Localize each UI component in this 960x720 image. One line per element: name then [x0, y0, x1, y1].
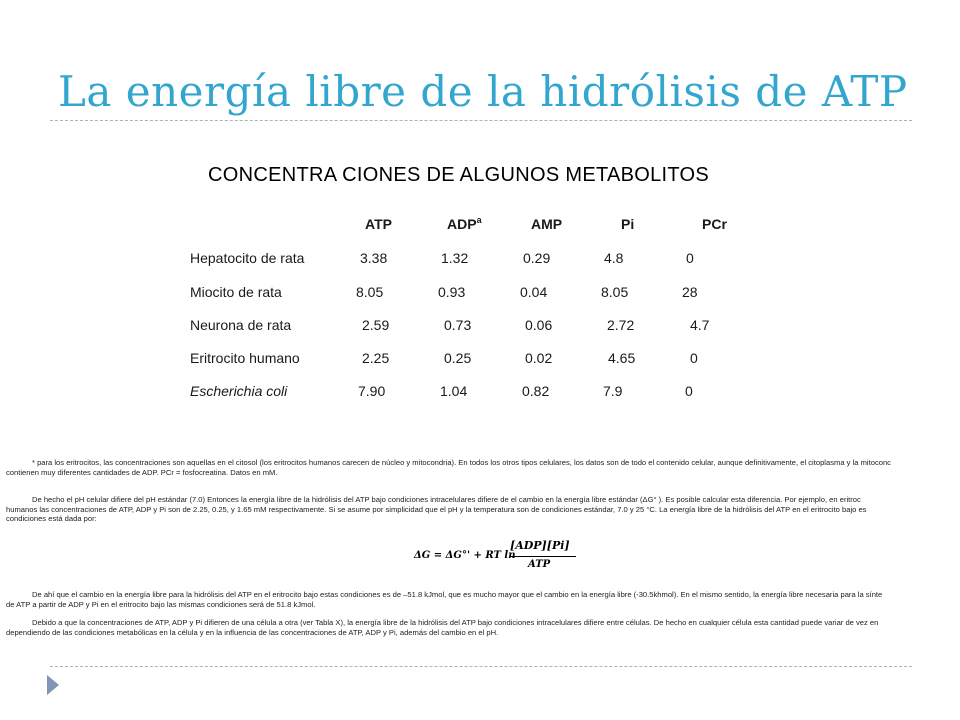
table-cell: 7.9	[603, 383, 623, 399]
gibbs-equation	[414, 538, 584, 578]
slide-title: La energía libre de la hidrólisis de ATP	[58, 67, 908, 116]
table-cell: 8.05	[356, 284, 384, 300]
row-label-ecoli: Escherichia coli	[190, 383, 288, 399]
header-adp: ADP$^a$	[447, 215, 482, 232]
row-label-neurona: Neurona de rata	[190, 317, 292, 333]
header-atp: ATP	[365, 216, 392, 232]
table-cell: 8.05	[601, 284, 629, 300]
table-cell: 0	[685, 383, 693, 399]
footnote-2	[6, 495, 960, 524]
header-adp-superscript: a	[476, 215, 482, 225]
table-cell: 0.73	[444, 317, 472, 333]
header-amp: AMP	[531, 216, 563, 232]
note-line: De hecho el pH celular difiere del pH estándar (7.0) Entonces la energía libre de la hidrólisis del ATP bajo condiciones intracelulares difiere de el cambio en la energía libre estándar (ΔG° ). Es posible calcular esta diferencia. Por ejemplo, en eritroc	[32, 495, 861, 504]
row-label-miocito: Miocito de rata	[190, 284, 282, 300]
table-cell: 2.59	[362, 317, 390, 333]
table-cell: 28	[682, 284, 698, 300]
table-cell: 0.82	[522, 383, 550, 399]
footnote-1	[6, 458, 960, 477]
table-cell: 4.65	[608, 350, 636, 366]
equation-denominator: ATP	[528, 559, 551, 570]
footer-divider	[50, 666, 912, 667]
note-line: humanos las concentraciones de ATP, ADP y Pi son de 2.25, 0.25, y 1.65 mM respectivamente. Si se asume por simplicidad que el pH y la temperatura son de condiciones estándar, 7.0 y 25 °C. La energía libre de la hidrólisis del ATP en el eritrocito bajo es	[6, 504, 867, 514]
header-pi: Pi	[621, 216, 635, 232]
equation-lhs: ΔG = ΔG°' + RT ln	[414, 550, 516, 561]
note-line: Debido a que la concentraciones de ATP, ADP y Pi difieren de una célula a otra (ver Tabla X), la energía libre de la hidrólisis del ATP bajo condiciones intracelulares difiere entre células. De hecho en cualquier célula esta cantidad puede variar de vez en	[32, 618, 879, 627]
table-cell: 2.72	[607, 317, 635, 333]
note-line: de ATP a partir de ADP y Pi en el eritrocito bajo las mismas condiciones será de 51.8 kJmol.	[6, 599, 316, 609]
fraction-bar	[510, 556, 576, 557]
table-subtitle: CONCENTRA CIONES DE ALGUNOS METABOLITOS	[208, 164, 710, 186]
table-cell: 4.8	[604, 250, 624, 266]
header-pcr: PCr	[702, 216, 727, 232]
table-cell: 1.32	[441, 250, 469, 266]
title-divider	[50, 120, 912, 121]
note-line: contienen muy diferentes cantidades de ADP. PCr = fosfocreatina. Datos en mM.	[6, 467, 278, 477]
table-cell: 0	[690, 350, 698, 366]
note-line: De ahí que el cambio en la energía libre para la hidrólisis del ATP en el eritrocito bajo estas condiciones es de –51.8 kJmol, que es mucho mayor que el cambio en la energía libre (-30.5khmol). En el mismo sentido, la energía libre necesaria para la sínte	[32, 590, 883, 599]
play-arrow-icon[interactable]	[47, 675, 59, 695]
equation-numerator: [ADP][Pi]	[510, 539, 570, 552]
table-cell: 0.25	[444, 350, 472, 366]
table-cell: 7.90	[358, 383, 386, 399]
footnote-3	[6, 590, 960, 609]
note-line: * para los eritrocitos, las concentraciones son aquellas en el citosol (los eritrocitos humanos carecen de núcleo y mitocondria). En todos los otros tipos celulares, los datos son de todo el contenido celular, aunque definitivamente, el citoplasma y la mitoconc	[32, 458, 891, 467]
table-cell: 1.04	[440, 383, 468, 399]
table-cell: 2.25	[362, 350, 390, 366]
row-label-eritrocito: Eritrocito humano	[190, 350, 300, 366]
table-cell: 3.38	[360, 250, 388, 266]
row-label-hepatocito: Hepatocito de rata	[190, 250, 305, 266]
table-cell: 0	[686, 250, 694, 266]
table-cell: 0.02	[525, 350, 553, 366]
table-cell: 0.04	[520, 284, 548, 300]
table-cell: 0.06	[525, 317, 553, 333]
footnote-4	[6, 618, 960, 637]
table-cell: 4.7	[690, 317, 710, 333]
note-line: dependiendo de las condiciones metabólicas en la célula y en la influencia de las concentraciones de ATP, ADP y Pi, además del cambio en el pH.	[6, 627, 499, 637]
note-line: condiciones está dada por:	[6, 514, 97, 523]
table-cell: 0.29	[523, 250, 551, 266]
table-cell: 0.93	[438, 284, 466, 300]
